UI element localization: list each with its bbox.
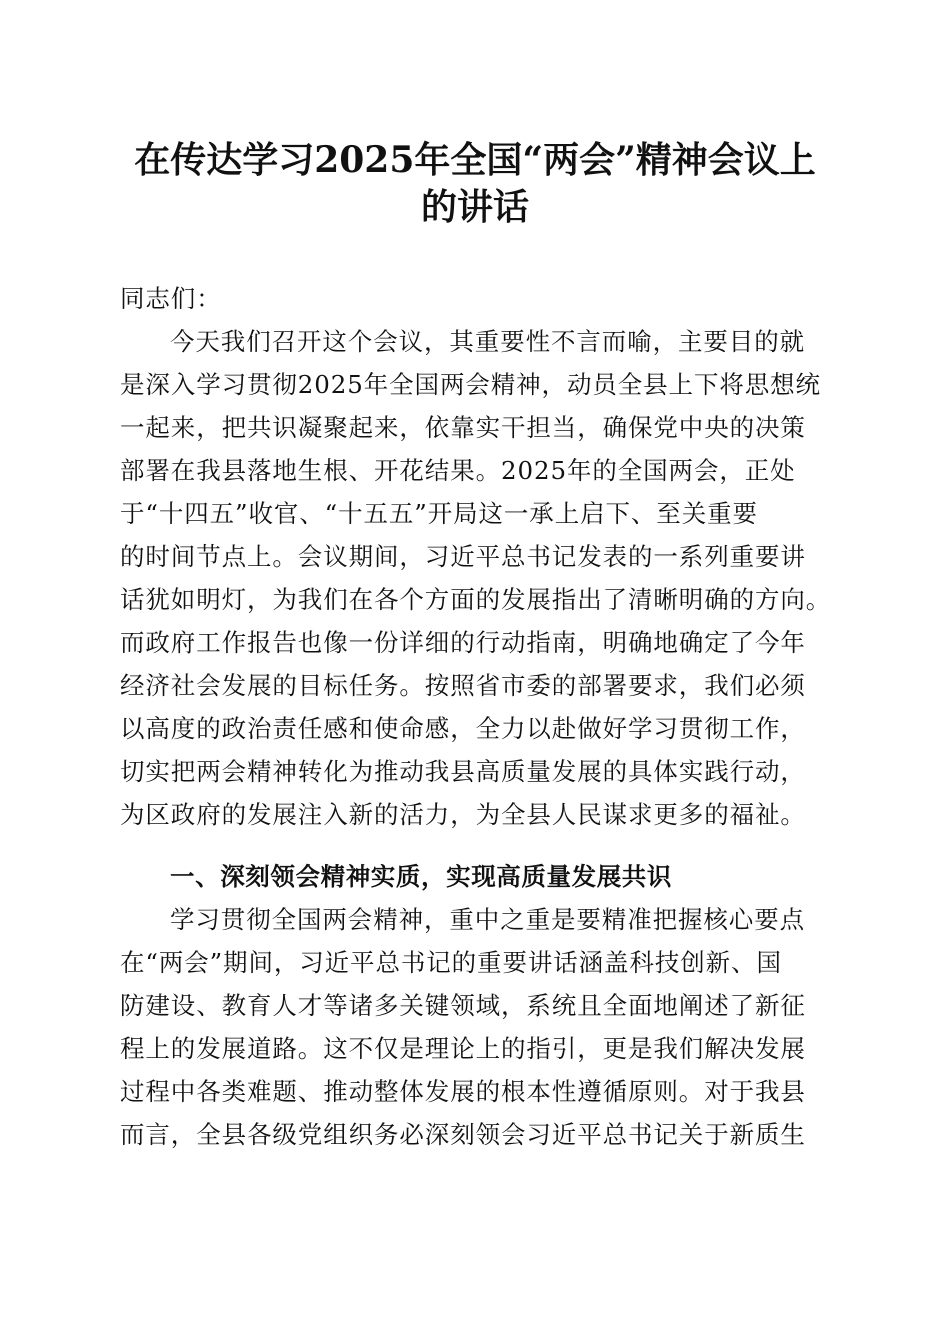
document-title-line-1: 在传达学习2025年全国“两会”精神会议上: [134, 139, 816, 181]
paragraph-line: 以高度的政治责任感和使命感，全力以赴做好学习贯彻工作，: [120, 714, 806, 743]
paragraph-line: 今天我们召开这个会议，其重要性不言而喻，主要目的就: [170, 327, 805, 356]
paragraph-line: 部署在我县落地生根、开花结果。2025年的全国两会，正处: [120, 456, 796, 485]
section-heading: 一、深刻领会精神实质，实现高质量发展共识: [170, 862, 672, 891]
paragraph-line: 防建设、教育人才等诸多关键领域，系统且全面地阐述了新征: [120, 991, 806, 1020]
paragraph-line: 过程中各类难题、推动整体发展的根本性遵循原则。对于我县: [120, 1077, 806, 1106]
paragraph-line: 切实把两会精神转化为推动我县高质量发展的具体实践行动，: [120, 757, 806, 786]
paragraph-line: 话犹如明灯，为我们在各个方面的发展指出了清晰明确的方向。: [120, 585, 832, 614]
paragraph-line: 经济社会发展的目标任务。按照省市委的部署要求，我们必须: [120, 671, 806, 700]
paragraph-line: 学习贯彻全国两会精神，重中之重是要精准把握核心要点: [170, 905, 805, 934]
paragraph-line: 于“十四五”收官、“十五五”开局这一承上启下、至关重要: [120, 499, 758, 528]
greeting: 同志们：: [120, 284, 222, 313]
paragraph-line: 为区政府的发展注入新的活力，为全县人民谋求更多的福祉。: [120, 800, 806, 829]
paragraph-line: 程上的发展道路。这不仅是理论上的指引，更是我们解决发展: [120, 1034, 806, 1063]
paragraph-line: 在“两会”期间，习近平总书记的重要讲话涵盖科技创新、国: [120, 948, 782, 977]
paragraph-line: 而政府工作报告也像一份详细的行动指南，明确地确定了今年: [120, 628, 806, 657]
paragraph-line: 而言，全县各级党组织务必深刻领会习近平总书记关于新质生: [120, 1120, 806, 1149]
document-title-line-2: 的讲话: [420, 186, 529, 228]
paragraph-line: 一起来，把共识凝聚起来，依靠实干担当，确保党中央的决策: [120, 413, 806, 442]
paragraph-line: 的时间节点上。会议期间，习近平总书记发表的一系列重要讲: [120, 542, 806, 571]
paragraph-line: 是深入学习贯彻2025年全国两会精神，动员全县上下将思想统: [120, 370, 821, 399]
